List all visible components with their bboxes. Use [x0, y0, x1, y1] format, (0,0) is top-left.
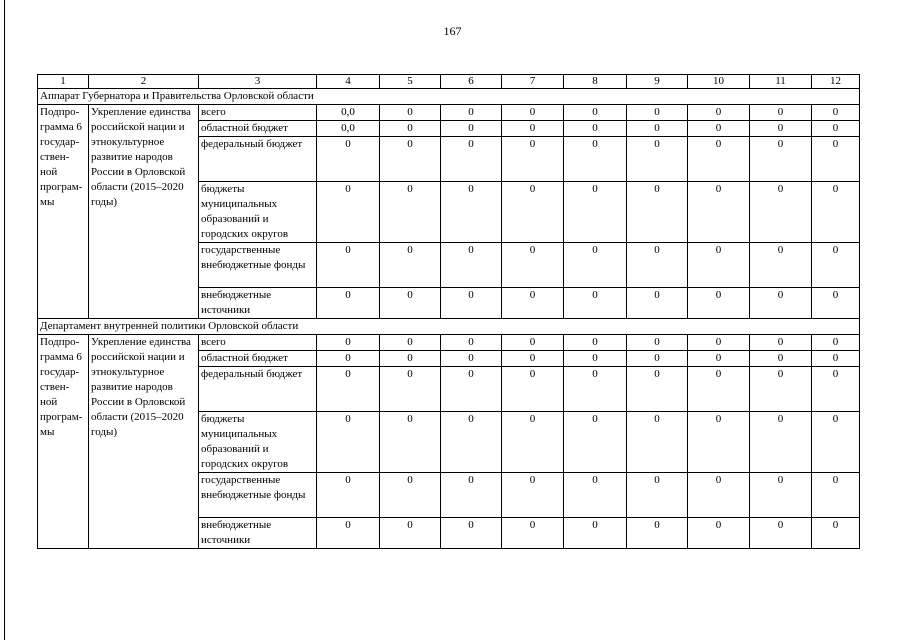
value-cell: 0: [812, 243, 860, 288]
value-cell: 0: [564, 243, 627, 288]
value-cell: 0: [441, 288, 502, 319]
value-cell: 0: [502, 243, 564, 288]
value-cell: 0: [441, 182, 502, 243]
value-cell: 0: [441, 367, 502, 412]
value-cell: 0: [627, 518, 688, 549]
value-cell: 0: [317, 412, 380, 473]
value-cell: 0: [812, 473, 860, 518]
value-cell: 0: [380, 105, 441, 121]
section-row: [38, 319, 860, 335]
funding-source-cell: внебюджетные источники: [199, 518, 317, 549]
value-cell: 0: [564, 137, 627, 182]
funding-source-cell: федеральный бюджет: [199, 367, 317, 412]
value-cell: 0: [812, 412, 860, 473]
value-cell: 0: [502, 518, 564, 549]
header-cell: 5: [380, 75, 441, 89]
value-cell: 0: [502, 121, 564, 137]
budget-table: [37, 74, 860, 549]
value-cell: 0: [564, 335, 627, 351]
value-cell: 0: [441, 243, 502, 288]
value-cell: 0: [688, 367, 750, 412]
value-cell: 0: [380, 473, 441, 518]
value-cell: 0: [688, 121, 750, 137]
value-cell: 0: [317, 473, 380, 518]
value-cell: 0: [627, 335, 688, 351]
value-cell: 0: [380, 182, 441, 243]
value-cell: 0: [812, 367, 860, 412]
value-cell: 0: [627, 367, 688, 412]
value-cell: 0: [502, 288, 564, 319]
header-cell: 11: [750, 75, 812, 89]
value-cell: 0: [380, 121, 441, 137]
value-cell: 0: [627, 351, 688, 367]
funding-source-cell: государственные внебюджетные фонды: [199, 473, 317, 518]
value-cell: 0: [627, 243, 688, 288]
value-cell: 0: [502, 182, 564, 243]
header-cell: 3: [199, 75, 317, 89]
value-cell: 0: [380, 367, 441, 412]
value-cell: 0: [380, 351, 441, 367]
program-name-cell: Укрепление единства российской нации и этнокультурное развитие народов России в Орловской области (2015–2020 годы): [89, 105, 199, 319]
value-cell: 0: [627, 473, 688, 518]
value-cell: 0: [441, 121, 502, 137]
value-cell: 0: [688, 182, 750, 243]
value-cell: 0: [627, 288, 688, 319]
value-cell: 0: [688, 288, 750, 319]
header-cell: 6: [441, 75, 502, 89]
value-cell: 0: [750, 518, 812, 549]
value-cell: 0: [564, 351, 627, 367]
value-cell: 0: [441, 335, 502, 351]
value-cell: 0: [502, 105, 564, 121]
value-cell: 0: [380, 288, 441, 319]
value-cell: 0: [688, 105, 750, 121]
value-cell: 0: [750, 105, 812, 121]
header-cell: 9: [627, 75, 688, 89]
value-cell: 0: [441, 412, 502, 473]
page-number: 167: [443, 24, 462, 38]
value-cell: 0: [317, 288, 380, 319]
program-name-cell: Укрепление единства российской нации и этнокультурное развитие народов России в Орловской области (2015–2020 годы): [89, 335, 199, 549]
value-cell: 0: [441, 351, 502, 367]
value-cell: 0: [317, 243, 380, 288]
value-cell: 0: [317, 137, 380, 182]
value-cell: 0: [441, 137, 502, 182]
table-row: [38, 335, 860, 351]
value-cell: 0: [688, 243, 750, 288]
value-cell: 0: [750, 137, 812, 182]
value-cell: 0: [750, 121, 812, 137]
value-cell: 0: [441, 473, 502, 518]
header-cell: 1: [38, 75, 89, 89]
value-cell: 0: [688, 473, 750, 518]
value-cell: 0: [750, 473, 812, 518]
value-cell: 0: [750, 182, 812, 243]
funding-source-cell: областной бюджет: [199, 121, 317, 137]
funding-source-cell: бюджеты муниципальных образований и городских округов: [199, 412, 317, 473]
value-cell: 0: [441, 105, 502, 121]
value-cell: 0: [380, 243, 441, 288]
funding-source-cell: всего: [199, 105, 317, 121]
value-cell: 0: [688, 412, 750, 473]
value-cell: 0: [317, 351, 380, 367]
program-type-cell: Подпро-грамма 6 государ-ствен-ной програм-мы: [38, 335, 89, 549]
value-cell: 0: [317, 182, 380, 243]
value-cell: 0: [380, 412, 441, 473]
header-cell: 8: [564, 75, 627, 89]
value-cell: 0: [502, 367, 564, 412]
value-cell: 0: [812, 288, 860, 319]
value-cell: 0: [380, 137, 441, 182]
value-cell: 0: [750, 412, 812, 473]
value-cell: 0: [564, 121, 627, 137]
section-title: Аппарат Губернатора и Правительства Орловской области: [38, 89, 860, 105]
value-cell: 0: [564, 518, 627, 549]
header-cell: 4: [317, 75, 380, 89]
page-left-rule: [4, 0, 5, 640]
funding-source-cell: областной бюджет: [199, 351, 317, 367]
value-cell: 0: [502, 351, 564, 367]
value-cell: 0: [627, 182, 688, 243]
value-cell: 0: [502, 137, 564, 182]
section-row: [38, 89, 860, 105]
header-row: [38, 75, 860, 89]
value-cell: 0: [688, 335, 750, 351]
funding-source-cell: федеральный бюджет: [199, 137, 317, 182]
value-cell: 0: [750, 367, 812, 412]
value-cell: 0: [564, 473, 627, 518]
value-cell: 0: [750, 335, 812, 351]
value-cell: 0: [502, 335, 564, 351]
value-cell: 0: [750, 243, 812, 288]
value-cell: 0: [380, 518, 441, 549]
value-cell: 0: [564, 288, 627, 319]
value-cell: 0: [627, 137, 688, 182]
value-cell: 0: [812, 137, 860, 182]
value-cell: 0: [627, 121, 688, 137]
value-cell: 0: [317, 367, 380, 412]
value-cell: 0: [812, 182, 860, 243]
value-cell: 0: [564, 105, 627, 121]
value-cell: 0: [627, 412, 688, 473]
value-cell: 0: [688, 351, 750, 367]
section-title: Департамент внутренней политики Орловской области: [38, 319, 860, 335]
value-cell: 0: [812, 351, 860, 367]
value-cell: 0: [502, 473, 564, 518]
value-cell: 0: [317, 335, 380, 351]
value-cell: 0: [380, 335, 441, 351]
value-cell: 0,0: [317, 121, 380, 137]
value-cell: 0: [564, 412, 627, 473]
header-cell: 10: [688, 75, 750, 89]
value-cell: 0: [564, 182, 627, 243]
value-cell: 0: [688, 137, 750, 182]
funding-source-cell: внебюджетные источники: [199, 288, 317, 319]
funding-source-cell: всего: [199, 335, 317, 351]
value-cell: 0: [812, 105, 860, 121]
value-cell: 0: [627, 105, 688, 121]
value-cell: 0: [812, 121, 860, 137]
value-cell: 0: [688, 518, 750, 549]
value-cell: 0: [564, 367, 627, 412]
header-cell: 12: [812, 75, 860, 89]
table-row: [38, 105, 860, 121]
value-cell: 0: [317, 518, 380, 549]
header-cell: 7: [502, 75, 564, 89]
funding-source-cell: бюджеты муниципальных образований и городских округов: [199, 182, 317, 243]
value-cell: 0: [812, 518, 860, 549]
value-cell: 0: [502, 412, 564, 473]
value-cell: 0: [441, 518, 502, 549]
value-cell: 0: [750, 288, 812, 319]
program-type-cell: Подпро-грамма 6 государ-ствен-ной програм-мы: [38, 105, 89, 319]
funding-source-cell: государственные внебюджетные фонды: [199, 243, 317, 288]
value-cell: 0: [812, 335, 860, 351]
header-cell: 2: [89, 75, 199, 89]
value-cell: 0,0: [317, 105, 380, 121]
value-cell: 0: [750, 351, 812, 367]
